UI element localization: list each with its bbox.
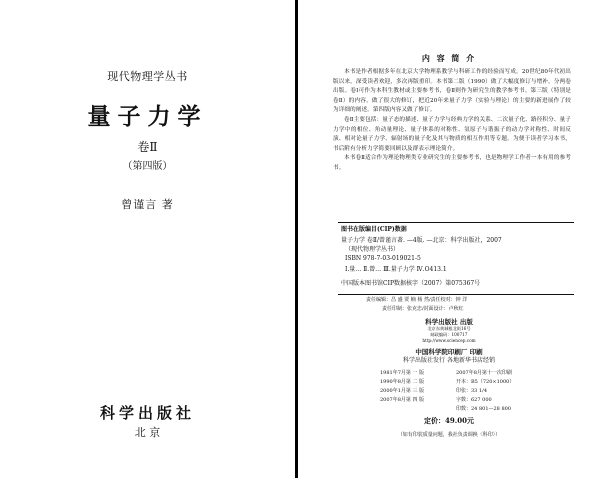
publisher-line: 科学出版社 出版 — [425, 318, 473, 326]
edition-label: （第四版） — [122, 161, 173, 172]
print-history-right: 2007年8月第十一次印刷 — [456, 370, 512, 376]
cip-heading: 图书在版编目(CIP)数据 — [341, 226, 407, 233]
cip-rule-bottom — [338, 294, 574, 295]
printer-line: 中国科学院印刷厂 印刷 — [415, 348, 483, 356]
title-page — [0, 0, 295, 478]
publisher-logo: 科学出版社 — [99, 404, 195, 422]
cip-line: （现代物理学丛书） — [345, 246, 400, 253]
volume-label: 卷Ⅱ — [137, 140, 158, 154]
print-history-right: 印张：33 1/4 — [456, 388, 487, 394]
series-name: 现代物理学丛书 — [107, 70, 188, 83]
summary-body — [333, 68, 571, 174]
price: 定价：49.00元 — [424, 416, 474, 425]
summary-paragraph: 卷Ⅱ主要包括：量子态的描述、量子力学与经典力学的关系、二次量子化、路径积分、量子力学中的相位、角动量理论、量子体系的对称性、氢原子与谐振子的动力学对称性、时间反演、相对论量子力学、辐射场的量子化及其与物质的相互作用等专题。为便于读者学习本书，书后附有分析力学简要回顾以及群表示理论简介。 — [333, 116, 571, 152]
print-history-left: 1981年7月第 一 版 — [380, 370, 425, 376]
distributor-line: 科学出版社发行 各地新华书店经销 — [403, 357, 495, 364]
summary-paragraph: 本书卷Ⅱ适合作为理论物理类专业研究生的主要参考书，也是物理学工作者一本有用的参考书。 — [333, 155, 571, 171]
print-history-left: 2000年1月第 三 版 — [380, 388, 425, 394]
staff-line: 责任印制：张克忠/封面设计：卢秋红 — [382, 306, 464, 312]
print-history-left: 2007年8月第 四 版 — [380, 397, 425, 403]
quality-note: （如有印装质量问题，我社负责调换〈科印〉） — [397, 432, 501, 438]
cip-line: ISBN 978-7-03-019021-5 — [345, 255, 421, 262]
book-title: 量子力学 — [87, 104, 208, 130]
author-line: 曾谨言 著 — [121, 198, 174, 211]
print-history-left: 1990年8月第 二 版 — [380, 379, 425, 385]
print-history-right: 字数：627 000 — [456, 397, 492, 403]
copyright-page — [298, 0, 600, 478]
address-line: 邮政编码：100717 — [430, 332, 468, 337]
cip-rule-top — [338, 222, 574, 223]
publisher-city: 北 京 — [134, 426, 161, 439]
cip-line: 量子力学 卷Ⅱ/曾谨言著. —4版. —北京：科学出版社，2007 — [341, 237, 502, 244]
cip-line: Ⅰ.量… Ⅱ.曾… Ⅲ.量子力学 Ⅳ.O413.1 — [345, 266, 447, 273]
summary-heading: 内 容 简 介 — [421, 53, 477, 63]
address-line: http://www.sciencep.com — [422, 338, 476, 343]
address-line: 北京东黄城根北街16号 — [427, 326, 471, 331]
summary-paragraph: 本书是作者根据多年在北京大学物理系教学与科研工作的经验而写成。20世纪80年代初出版以来，深受读者欢迎，多次再版重印。本书第二版（1990）做了大幅度修订与增补，分两卷出版。卷Ⅰ可作为本科生教材或主要参考书，卷Ⅱ则作为研究生的教学参考书。第三版（特别是卷Ⅱ）的内容，做了很大的修订，把近20年来量子力学（实验与理论）的主要的新进展作了较为详细的阐述。第四版内容又做了修订。 — [333, 69, 571, 114]
cip-line: 中国版本图书馆CIP数据核字（2007）第075367号 — [341, 280, 481, 287]
print-history-right: 开本：B5（720×1000） — [456, 379, 515, 385]
print-count: 印数：24 801—28 800 — [456, 406, 511, 412]
staff-line: 责任编辑：昌 盛 贾 楠 杨 然/责任校对：钟 洋 — [366, 297, 468, 303]
